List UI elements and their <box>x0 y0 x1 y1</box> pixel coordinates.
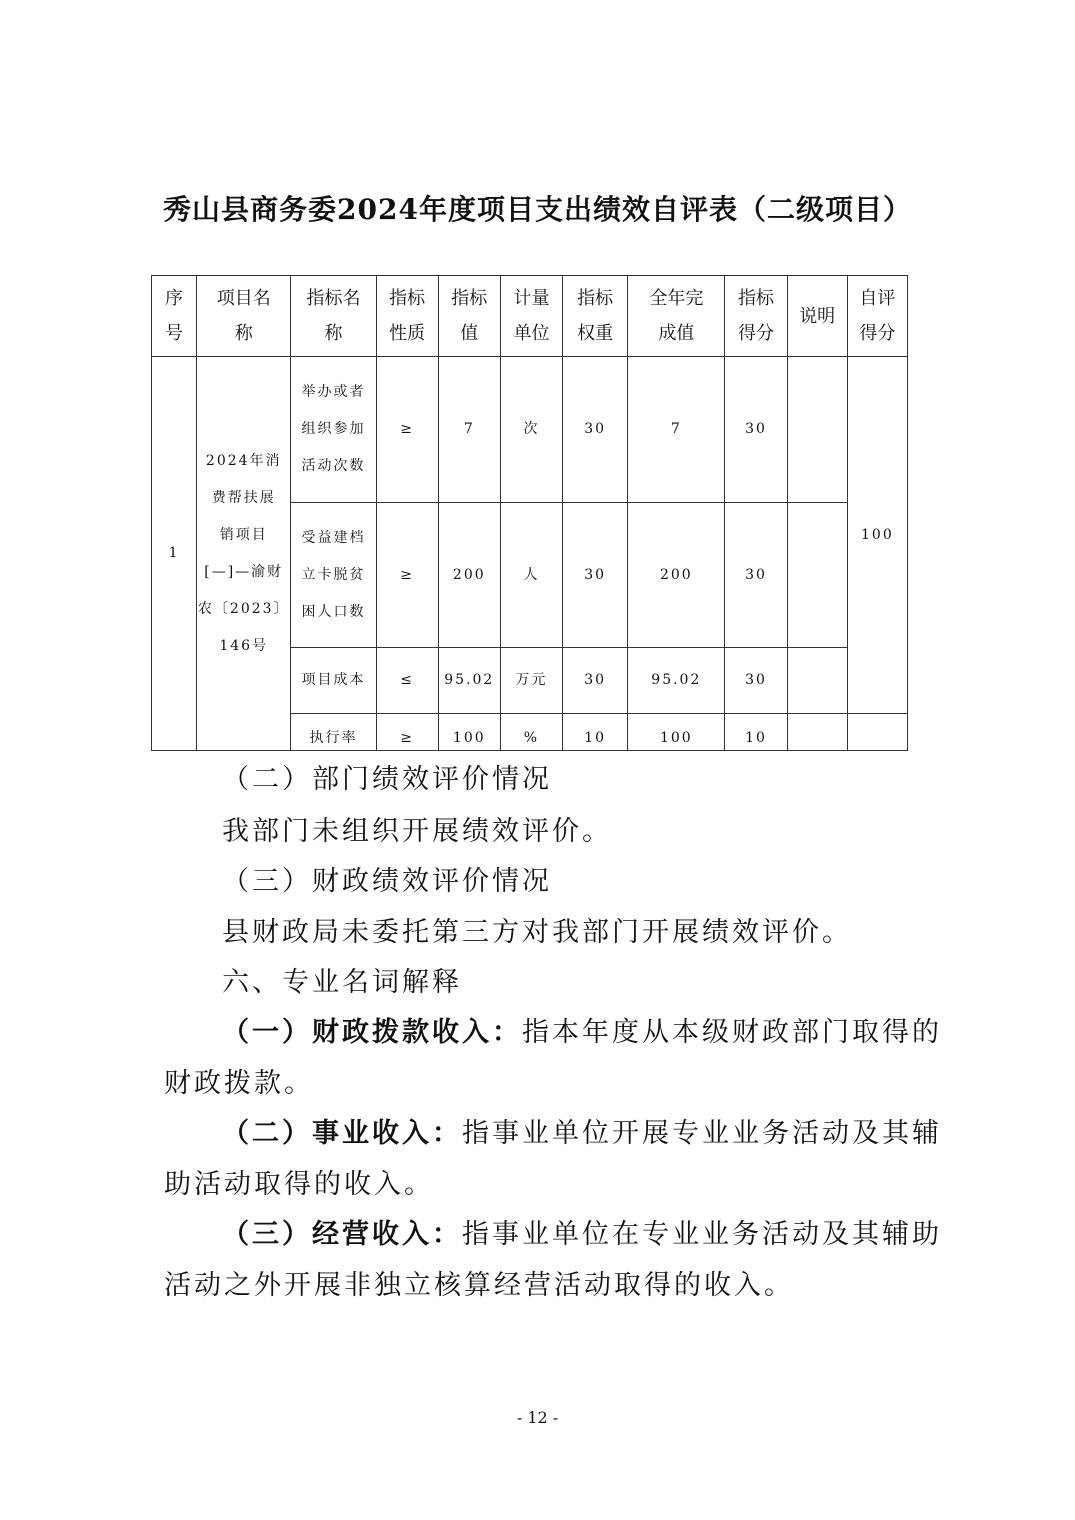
weight-cell: 30 <box>563 648 628 714</box>
nature-cell: ≥ <box>376 714 438 751</box>
completed-cell: 7 <box>628 357 725 503</box>
paragraph: 财政拨款。 <box>164 1068 314 1099</box>
term-label: （二）事业收入： <box>222 1118 462 1149</box>
note-cell <box>787 357 847 503</box>
header-cell: 指标 性质 <box>376 276 438 357</box>
header-cell: 自评 得分 <box>847 276 907 357</box>
completed-cell: 200 <box>628 503 725 648</box>
term-text: 指本年度从本级财政部门取得的 <box>522 1017 942 1048</box>
performance-table <box>151 275 908 751</box>
value-cell: 95.02 <box>438 648 500 714</box>
indicator-name-cell: 受益建档 立卡脱贫 困人口数 <box>291 503 376 648</box>
header-cell: 指标 值 <box>438 276 500 357</box>
term-label: （一）财政拨款收入： <box>222 1017 522 1048</box>
page-number: - 12 - <box>516 1408 559 1427</box>
term-text: 指事业单位在专业业务活动及其辅助 <box>462 1219 942 1250</box>
weight-cell: 10 <box>563 714 628 751</box>
weight-cell: 30 <box>563 357 628 503</box>
header-cell: 指标 得分 <box>725 276 787 357</box>
indicator-name-cell: 举办或者 组织参加 活动次数 <box>291 357 376 503</box>
term-definition <box>222 1114 942 1154</box>
value-cell: 100 <box>438 714 500 751</box>
value-cell: 200 <box>438 503 500 648</box>
completed-cell: 95.02 <box>628 648 725 714</box>
header-cell: 指标 权重 <box>563 276 628 357</box>
unit-cell: 人 <box>500 503 562 648</box>
table-header-row <box>152 276 908 357</box>
self-score-continuation-cell <box>847 714 907 751</box>
nature-cell: ≥ <box>376 503 438 648</box>
header-cell: 说明 <box>787 276 847 357</box>
note-cell <box>787 503 847 648</box>
score-cell: 30 <box>725 503 787 648</box>
value-cell: 7 <box>438 357 500 503</box>
paragraph: 县财政局未委托第三方对我部门开展绩效评价。 <box>222 917 852 948</box>
paragraph: 活动之外开展非独立核算经营活动取得的收入。 <box>164 1270 794 1301</box>
indicator-name-cell: 执行率 <box>291 714 376 751</box>
score-cell: 30 <box>725 357 787 503</box>
header-cell: 项目名 称 <box>197 276 291 357</box>
nature-cell: ≤ <box>376 648 438 714</box>
self-score-cell: 100 <box>847 357 907 714</box>
term-definition <box>222 1215 942 1255</box>
paragraph: 我部门未组织开展绩效评价。 <box>222 816 612 847</box>
paragraph: 助活动取得的收入。 <box>164 1169 434 1200</box>
table-row <box>152 357 908 503</box>
score-cell: 10 <box>725 714 787 751</box>
unit-cell: 次 <box>500 357 562 503</box>
term-label: （三）经营收入： <box>222 1219 462 1250</box>
note-cell <box>787 714 847 751</box>
unit-cell: 万元 <box>500 648 562 714</box>
project-name-cell: 2024年消 费帮扶展 销项目 [—]—渝财 农〔2023〕 146号 <box>197 357 291 751</box>
header-cell: 序 号 <box>152 276 197 357</box>
score-cell: 30 <box>725 648 787 714</box>
indicator-name-cell: 项目成本 <box>291 648 376 714</box>
completed-cell: 100 <box>628 714 725 751</box>
note-cell <box>787 648 847 714</box>
header-cell: 计量 单位 <box>500 276 562 357</box>
weight-cell: 30 <box>563 503 628 648</box>
section-heading: （二）部门绩效评价情况 <box>222 764 552 795</box>
nature-cell: ≥ <box>376 357 438 503</box>
term-text: 指事业单位开展专业业务活动及其辅 <box>462 1118 942 1149</box>
page-title: 秀山县商务委2024年度项目支出绩效自评表（二级项目） <box>163 193 912 226</box>
header-cell: 全年完 成值 <box>628 276 725 357</box>
serial-cell: 1 <box>152 357 197 751</box>
section-heading: 六、专业名词解释 <box>222 967 462 998</box>
section-heading: （三）财政绩效评价情况 <box>222 866 552 897</box>
header-cell: 指标名 称 <box>291 276 376 357</box>
term-definition <box>222 1013 942 1053</box>
unit-cell: % <box>500 714 562 751</box>
